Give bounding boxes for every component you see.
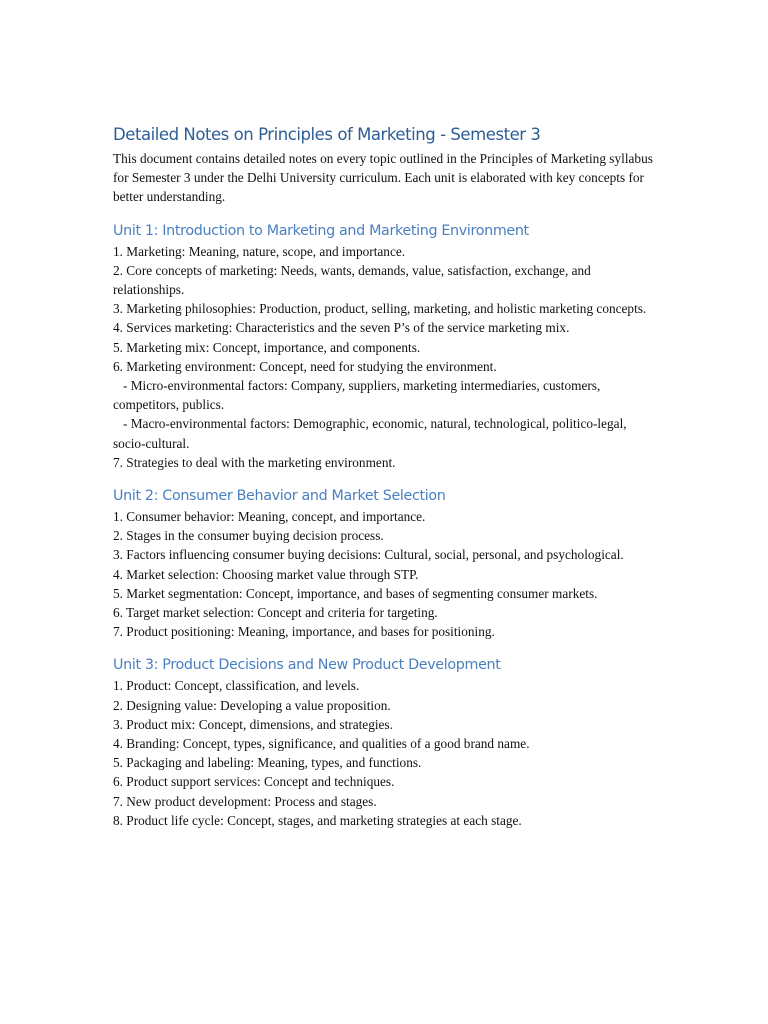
document-intro: This document contains detailed notes on every topic outlined in the Principles of Marketing syllabus for Semester 3 under the Delhi University curriculum. Each unit is elaborated with key concepts for better understanding. <box>113 151 653 205</box>
topic-item: 2. Stages in the consumer buying decision process. <box>113 528 384 544</box>
unit-topic-list <box>113 676 658 830</box>
topic-item: 8. Product life cycle: Concept, stages, and marketing strategies at each stage. <box>113 812 522 828</box>
unit-section <box>113 655 658 830</box>
unit-section <box>113 221 658 472</box>
topic-item: 6. Product support services: Concept and techniques. <box>113 774 395 790</box>
document-title: Detailed Notes on Principles of Marketing - Semester 3 <box>113 125 541 144</box>
topic-item: 5. Marketing mix: Concept, importance, and components. <box>113 339 421 355</box>
topic-item: 1. Consumer behavior: Meaning, concept, and importance. <box>113 509 426 525</box>
topic-item: - Micro-environmental factors: Company, suppliers, marketing intermediaries, customers, competitors, publics. <box>113 378 601 413</box>
topic-item: 7. Strategies to deal with the marketing environment. <box>113 454 396 470</box>
topic-item: 6. Marketing environment: Concept, need for studying the environment. <box>113 358 497 374</box>
unit-section <box>113 486 658 641</box>
topic-item: 2. Designing value: Developing a value proposition. <box>113 697 391 713</box>
topic-item: 4. Branding: Concept, types, significance, and qualities of a good brand name. <box>113 736 530 752</box>
topic-item: - Macro-environmental factors: Demographic, economic, natural, technological, politico-legal, socio-cultural. <box>113 416 627 451</box>
unit-topic-list <box>113 242 658 472</box>
topic-item: 4. Market selection: Choosing market value through STP. <box>113 566 419 582</box>
unit-heading: Unit 2: Consumer Behavior and Market Selection <box>113 488 446 505</box>
topic-item: 6. Target market selection: Concept and criteria for targeting. <box>113 605 438 621</box>
topic-item: 4. Services marketing: Characteristics and the seven P’s of the service marketing mix. <box>113 320 570 336</box>
units-container <box>113 221 658 830</box>
document-page <box>113 124 658 830</box>
unit-heading: Unit 1: Introduction to Marketing and Marketing Environment <box>113 222 529 239</box>
topic-item: 1. Marketing: Meaning, nature, scope, and importance. <box>113 243 406 259</box>
topic-item: 2. Core concepts of marketing: Needs, wants, demands, value, satisfaction, exchange, and relationships. <box>113 262 591 298</box>
topic-item: 5. Packaging and labeling: Meaning, types, and functions. <box>113 755 422 771</box>
unit-topic-list <box>113 507 658 641</box>
unit-heading: Unit 3: Product Decisions and New Product Development <box>113 657 501 674</box>
topic-item: 3. Factors influencing consumer buying decisions: Cultural, social, personal, and psychological. <box>113 547 624 563</box>
topic-item: 3. Product mix: Concept, dimensions, and strategies. <box>113 716 393 732</box>
topic-item: 7. Product positioning: Meaning, importance, and bases for positioning. <box>113 624 495 640</box>
topic-item: 5. Market segmentation: Concept, importance, and bases of segmenting consumer markets. <box>113 585 598 601</box>
topic-item: 7. New product development: Process and stages. <box>113 793 377 809</box>
topic-item: 1. Product: Concept, classification, and levels. <box>113 678 360 694</box>
topic-item: 3. Marketing philosophies: Production, product, selling, marketing, and holistic marketing concepts. <box>113 301 647 317</box>
